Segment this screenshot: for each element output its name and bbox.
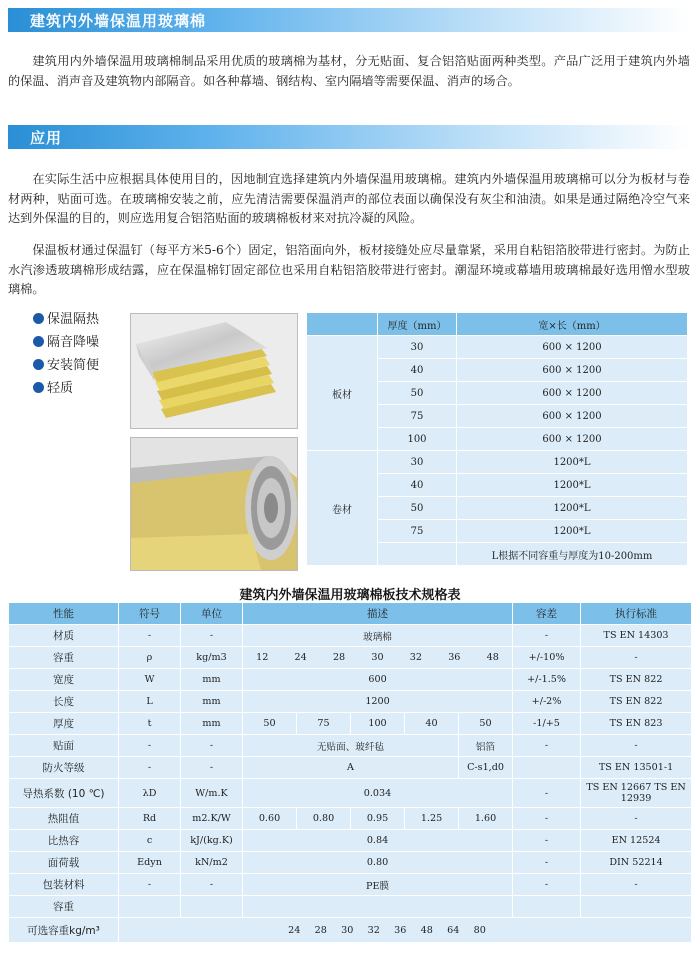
table-row: 材质 - - 玻璃棉 - TS EN 14303 — [9, 625, 692, 647]
table-header-row: 厚度（mm） 宽×长（mm） — [307, 313, 688, 336]
table-row: 包装材料 - - PE膜 - - — [9, 874, 692, 896]
application-paragraph-2: 保温板材通过保温钉（每平方米5-6个）固定，铝箔面向外，板材接缝处应尽量靠紧，采用自粘铝箔胶带进行密封。为防止水汽渗透玻璃棉形成结露，应在保温棉钉固定部位也采用自粘铝箔胶带进行密封。潮湿环境或幕墙用玻璃棉最好选用憎水型玻璃棉。 — [8, 243, 690, 296]
table-row: 50 1200*L — [307, 497, 688, 520]
table-row: 75 600 × 1200 — [307, 405, 688, 428]
table-row: 40 1200*L — [307, 474, 688, 497]
feature-item: 保温隔热 — [33, 308, 99, 331]
bullet-icon — [33, 313, 44, 324]
bullet-icon — [33, 359, 44, 370]
table-row: 可选容重kg/m³ 24 28 30 32 36 48 64 80 — [9, 918, 692, 943]
table-row: 容重 — [9, 896, 692, 918]
table-row: 面荷载 Edyn kN/m2 0.80 - DIN 52214 — [9, 852, 692, 874]
feature-item: 隔音降噪 — [33, 331, 99, 354]
optional-density-label: 可选容重kg/m³ — [9, 918, 119, 943]
size-spec-table — [306, 312, 688, 566]
table-row: 卷材 30 1200*L — [307, 451, 688, 474]
intro-paragraph: 建筑用内外墙保温用玻璃棉制品采用优质的玻璃棉为基材，分无贴面、复合铝箔贴面两种类型。产品广泛用于建筑内外墙的保温、消声音及建筑物内部隔音。如各种幕墙、钢结构、室内隔墙等需要保温、消声的场合。 — [8, 54, 690, 88]
section-title: 应用 — [30, 129, 63, 147]
table-row: 板材 30 600 × 1200 — [307, 336, 688, 359]
table-row: 热阻值 Rd m2.K/W 0.60 0.80 0.95 1.25 1.60 - - — [9, 808, 692, 830]
feature-list — [33, 308, 99, 400]
section-header-application — [8, 125, 690, 149]
table-header-row: 性能 符号 单位 描述 容差 执行标准 — [9, 603, 692, 625]
table-row: 宽度 W mm 600 +/-1.5% TS EN 822 — [9, 669, 692, 691]
table-row: 防火等级 - - A C-s1,d0 TS EN 13501-1 — [9, 757, 692, 779]
table-row: 40 600 × 1200 — [307, 359, 688, 382]
table-row: 50 600 × 1200 — [307, 382, 688, 405]
section-header-intro — [8, 8, 690, 32]
table-row: 长度 L mm 1200 +/-2% TS EN 822 — [9, 691, 692, 713]
roll-product-photo — [130, 437, 298, 571]
table-row: 75 1200*L — [307, 520, 688, 543]
feature-item: 安装简便 — [33, 354, 99, 377]
technical-spec-table — [8, 602, 692, 943]
table-row: 贴面 - - 无贴面、玻纤毡 铝箔 - - — [9, 735, 692, 757]
group-label-board: 板材 — [307, 336, 378, 451]
table-row: 容重 ρ kg/m3 12 24 28 30 32 36 48 +/-10% - — [9, 647, 692, 669]
table-row: 导热系数 (10 ℃) λD W/m.K 0.034 - TS EN 12667 TS EN 12939 — [9, 779, 692, 808]
table-row: 厚度 t mm 50 75 100 40 50 -1/+5 TS EN 823 — [9, 713, 692, 735]
table-row: 比热容 c kJ/(kg.K) 0.84 - EN 12524 — [9, 830, 692, 852]
roll-note: L根据不同容重与厚度为10-200mm — [457, 543, 688, 566]
table-row: 100 600 × 1200 — [307, 428, 688, 451]
spec-table-title: 建筑内外墙保温用玻璃棉板技术规格表 — [239, 588, 461, 603]
bullet-icon — [33, 336, 44, 347]
section-title: 建筑内外墙保温用玻璃棉 — [30, 12, 207, 30]
application-paragraph-1: 在实际生活中应根据具体使用目的，因地制宜选择建筑内外墙保温用玻璃棉。建筑内外墙保温用玻璃棉可以分为板材与卷材两种，贴面可选。在玻璃棉安装之前，应先清洁需要保温消声的部位表面以确保没有灰尘和油渍。如果是通过隔绝冷空气来达到外保温的目的，则应选用复合铝箔贴面的玻璃棉板材来对抗冷凝的风险。 — [8, 172, 690, 225]
group-label-roll: 卷材 — [307, 451, 378, 566]
feature-item: 轻质 — [33, 377, 99, 400]
bullet-icon — [33, 382, 44, 393]
board-product-photo — [130, 313, 298, 429]
